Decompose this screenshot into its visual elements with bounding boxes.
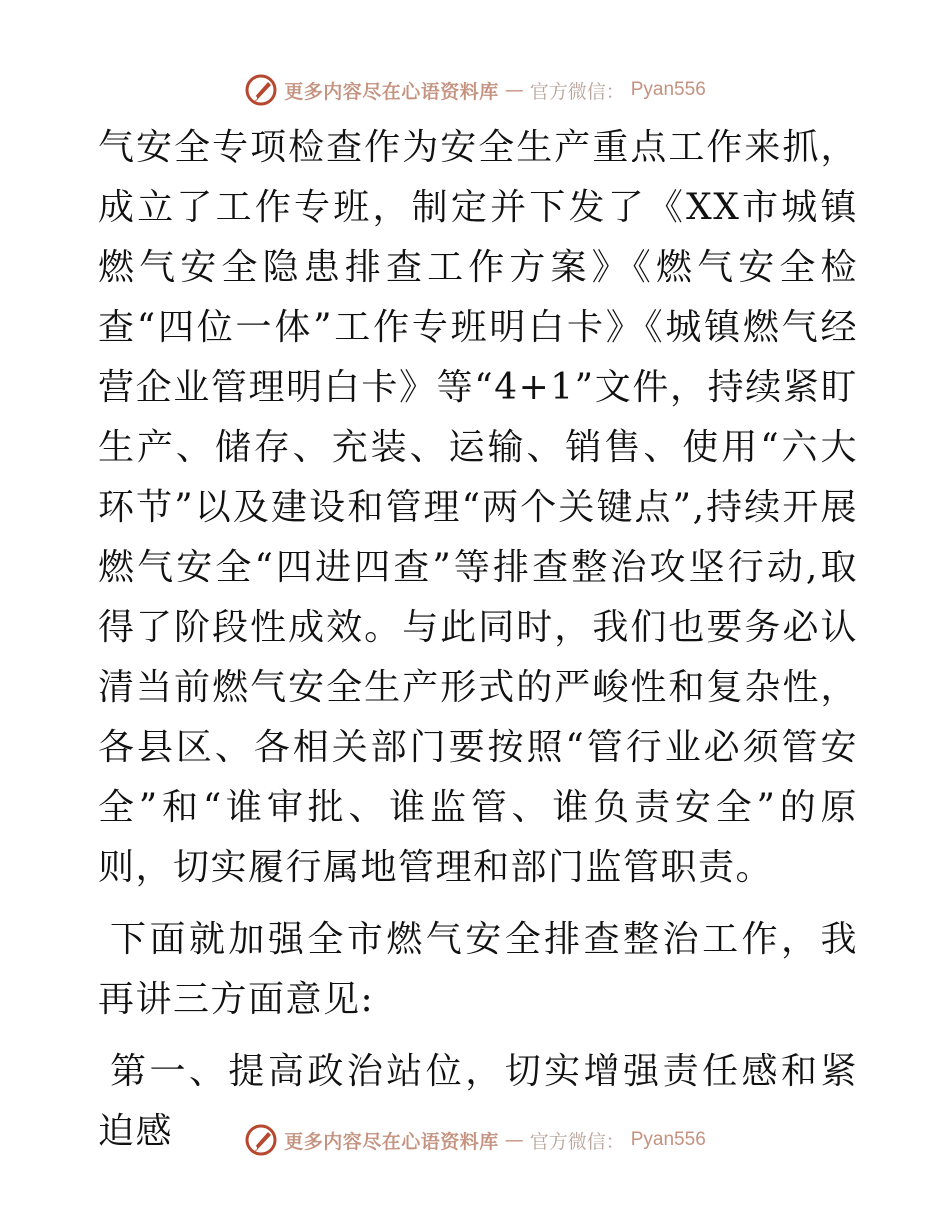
section-heading: 第一、提高政治站位，切实增强责任感和紧迫感 (98, 1051, 858, 1152)
watermark-account: Pyan556 (630, 79, 706, 100)
pen-logo-icon (244, 73, 278, 107)
body-paragraph-1: 气安全专项检查作为安全生产重点工作来抓，成立了工作专班，制定并下发了《XX市城镇燃气安全隐患排查工作方案》《燃气安全检查“四位一体”工作专班明白卡》《城镇燃气经营企业管理明白卡》等“4+1”文件，持续紧盯生产、储存、充装、运输、销售、使用“六大环节”以及建设和管理“两个关键点”,持续开展燃气安全“四进四查”等排查整治攻坚行动,取得了阶段性成效。与此同时，我们也要务必认清当前燃气安全生产形式的严峻性和复杂性，各县区、各相关部门要按照“管行业必须管安全”和“谁审批、谁监管、谁负责安全”的原则，切实履行属地管理和部门监管职责。 (98, 127, 858, 888)
watermark-separator: — (504, 1129, 524, 1151)
watermark-text: 更多内容尽在心语资料库 (284, 80, 499, 103)
watermark-text: 更多内容尽在心语资料库 (284, 1130, 499, 1153)
watermark-label: 官方微信： (529, 1130, 625, 1153)
watermark-separator: — (504, 79, 524, 101)
body-paragraph-2: 下面就加强全市燃气安全排查整治工作，我再讲三方面意见: (98, 919, 858, 1020)
header-watermark (0, 72, 950, 108)
pen-logo-icon (244, 1123, 278, 1157)
watermark-label: 官方微信： (529, 80, 625, 103)
footer-watermark (0, 1122, 950, 1158)
watermark-account: Pyan556 (630, 1129, 706, 1150)
document-body (98, 118, 858, 1162)
